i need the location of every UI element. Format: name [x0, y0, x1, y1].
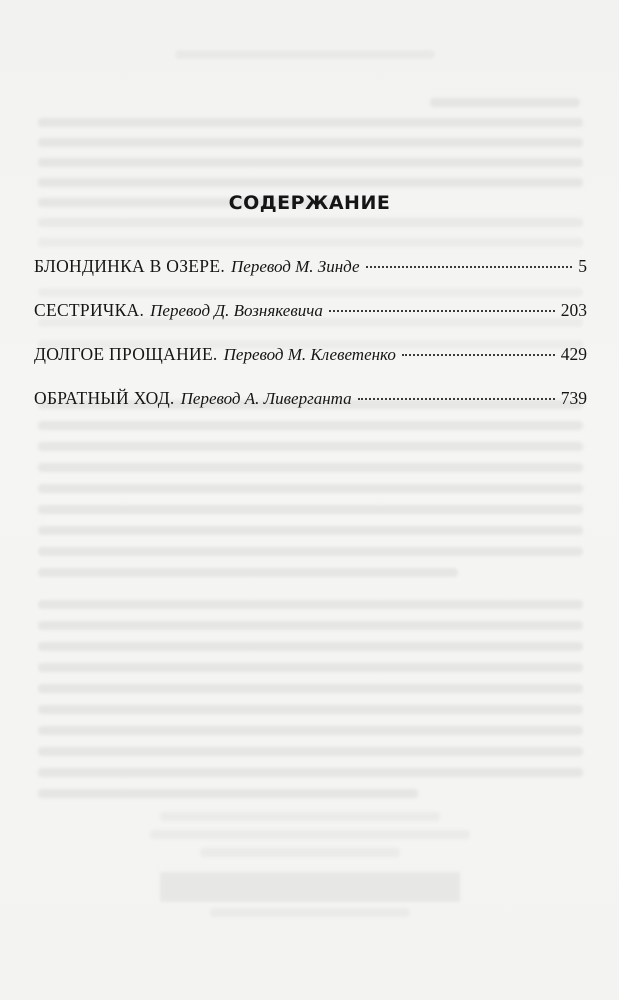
toc-entry-title: ДОЛГОЕ ПРОЩАНИЕ.: [34, 344, 218, 364]
toc-entry[interactable]: [34, 344, 587, 388]
toc-entry-page: 429: [560, 344, 587, 364]
toc-entry-translator: Перевод М. Зинде: [231, 257, 360, 276]
toc-entry[interactable]: [34, 388, 587, 432]
toc-entry[interactable]: [34, 300, 587, 344]
dot-leader: [366, 266, 573, 268]
dot-leader: [358, 398, 555, 400]
toc-entry-title: ОБРАТНЫЙ ХОД.: [34, 388, 175, 408]
toc-entry-page: 739: [560, 388, 587, 408]
toc-entry-page: 203: [560, 300, 587, 320]
toc-entry-title: СЕСТРИЧКА.: [34, 300, 145, 320]
toc-entry-translator: Перевод А. Ливерганта: [180, 389, 352, 408]
toc-entry-title: БЛОНДИНКА В ОЗЕРЕ.: [34, 256, 225, 276]
toc-list: [34, 256, 587, 432]
dot-leader: [402, 354, 555, 356]
toc-entry-translator: Перевод Д. Вознякевича: [150, 301, 323, 320]
dot-leader: [329, 310, 555, 312]
toc-title: СОДЕРЖАНИЕ: [228, 192, 391, 214]
toc-entry-page: 5: [578, 256, 587, 276]
toc-entry[interactable]: [34, 256, 587, 300]
toc-entry-translator: Перевод М. Клеветенко: [223, 345, 396, 364]
